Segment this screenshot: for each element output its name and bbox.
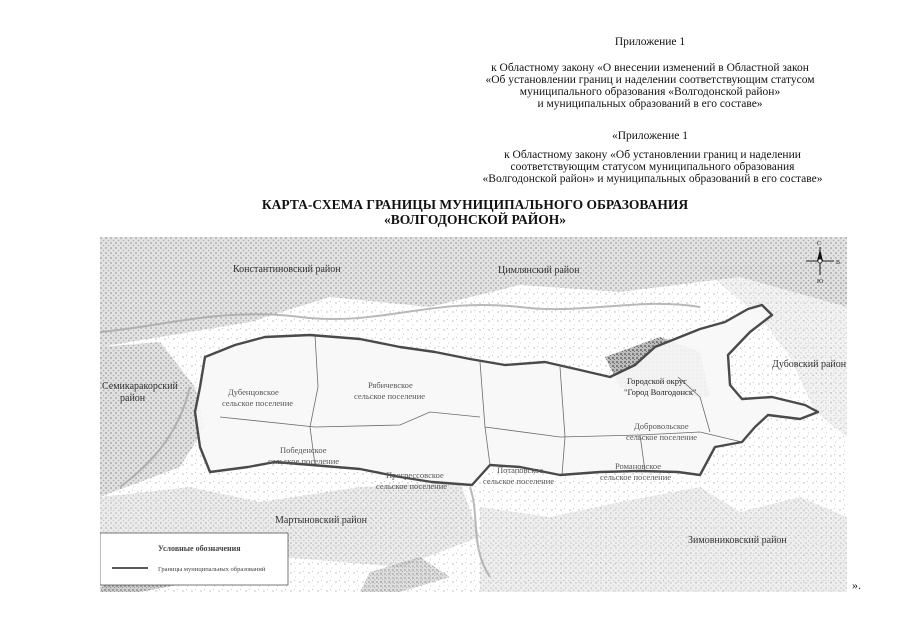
original-law-reference <box>465 149 840 185</box>
closing-quote: ». <box>852 578 861 592</box>
legend-item-label: Границы муниципальных образований <box>158 566 266 573</box>
law-line: муниципального образования «Волгодонской район» <box>519 86 781 98</box>
orig-law-line: к Областному закону «Об установлении границ и наделении <box>504 149 801 161</box>
settlement-rybichevskoe-2: сельское поселение <box>354 391 426 401</box>
legend-title: Условные обозначения <box>158 544 241 553</box>
compass-south: Ю <box>817 279 824 285</box>
settlement-potapovskoe-1: Потаповское <box>497 465 544 475</box>
region-semikarakorsky-1: Семикаракорский <box>102 381 178 392</box>
original-appendix-label-text: «Приложение 1 <box>611 130 689 142</box>
region-konstantinovsky: Константиновский район <box>233 264 341 275</box>
region-dubovsky: Дубовский район <box>772 359 847 370</box>
map-legend <box>100 533 288 585</box>
settlement-dubentsovskoe-2: сельское поселение <box>222 398 294 408</box>
map-title-line-1: КАРТА-СХЕМА ГРАНИЦЫ МУНИЦИПАЛЬНОГО ОБРАЗОВАНИЯ <box>261 197 689 212</box>
appendix-label <box>560 36 740 48</box>
compass-north: С <box>817 241 822 247</box>
law-line: и муниципальных образований в его составе» <box>537 98 763 110</box>
law-line: к Областному закону «О внесении изменений в Областной закон <box>491 62 809 74</box>
original-appendix-label <box>560 130 740 142</box>
settlement-pobedenskoe-2: сельское поселение <box>268 456 340 466</box>
settlement-dobrovolskoe-1: Добровольское <box>634 421 689 431</box>
settlement-progressovskoe-2: сельское поселение <box>376 481 448 491</box>
settlement-romanovskoe-1: Романовское <box>615 461 662 471</box>
appendix-label-text: Приложение 1 <box>614 36 686 48</box>
region-martynovsky: Мартыновский район <box>275 515 367 526</box>
settlement-rybichevskoe-1: Рябичевское <box>368 380 413 390</box>
settlement-romanovskoe-2: сельское поселение <box>600 472 672 482</box>
orig-law-line: «Волгодонской район» и муниципальных образований в его составе» <box>482 173 823 185</box>
settlement-pobedenskoe-1: Победенское <box>280 445 327 455</box>
map-title-line-2: «ВОЛГОДОНСКОЙ РАЙОН» <box>383 212 567 227</box>
settlement-dubentsovskoe-1: Дубенцовское <box>228 387 279 397</box>
district-map-svg <box>100 237 847 592</box>
law-line: «Об установлении границ и наделении соответствующим статусом <box>485 74 815 86</box>
settlement-city-2: "Город Волгодонск" <box>624 387 697 397</box>
settlement-progressovskoe-1: Прогрессовское <box>386 470 444 480</box>
region-tsimlyansky: Цимлянский район <box>498 265 580 276</box>
settlement-city-1: Городской округ <box>627 376 687 386</box>
map-title <box>225 197 725 227</box>
amending-law-reference <box>460 62 840 110</box>
district-map <box>100 237 847 592</box>
orig-law-line: соответствующим статусом муниципального образования <box>510 161 795 173</box>
settlement-potapovskoe-2: сельское поселение <box>483 476 555 486</box>
compass-east: В <box>836 260 841 266</box>
settlement-dobrovolskoe-2: сельское поселение <box>626 432 698 442</box>
region-semikarakorsky-2: район <box>120 393 146 404</box>
region-zimovnikovsky: Зимовниковский район <box>688 535 787 546</box>
